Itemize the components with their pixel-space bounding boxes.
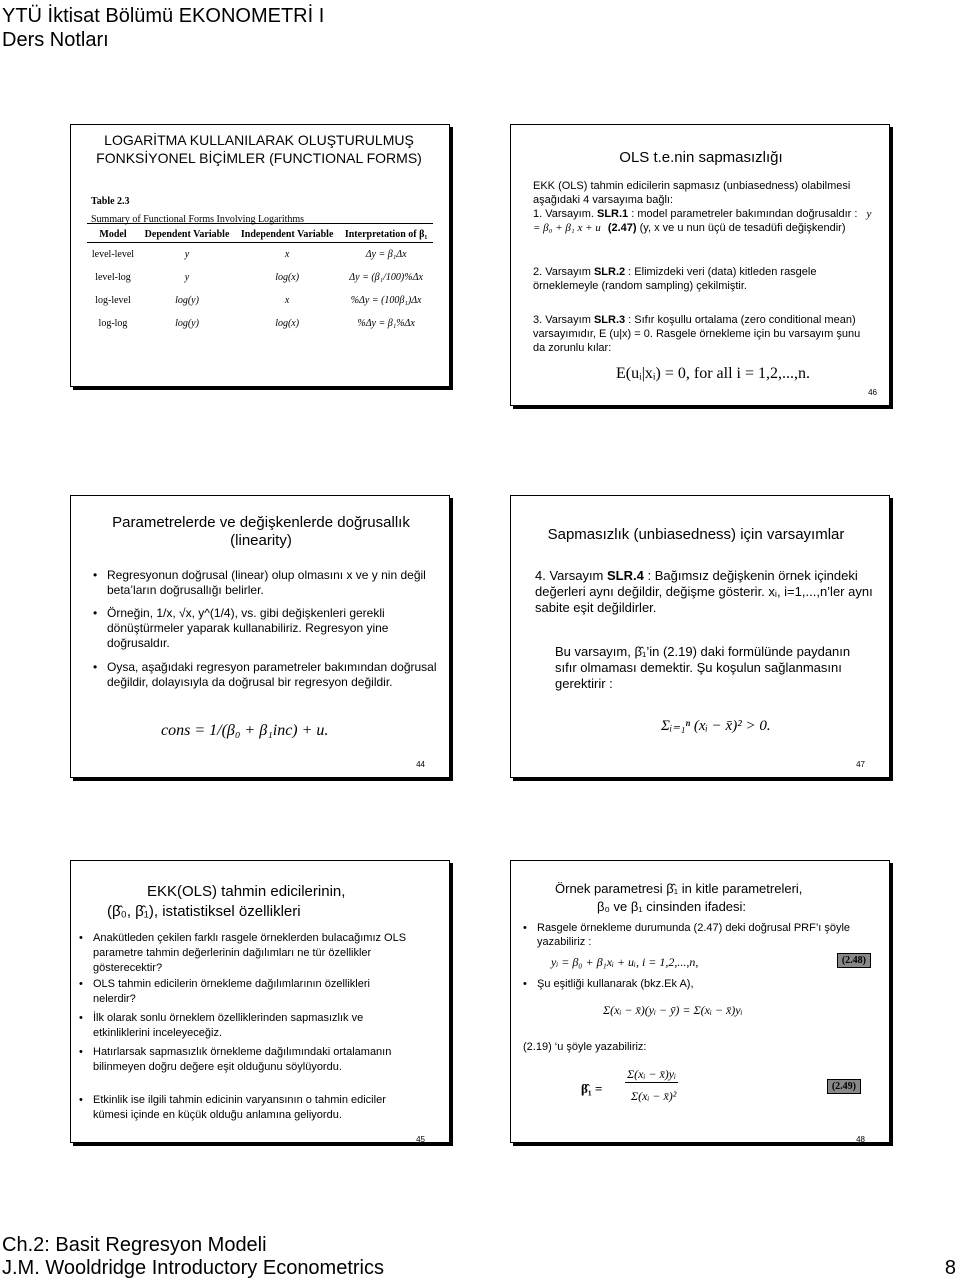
- slide-linearity: [70, 495, 450, 778]
- document-header-subtitle: Ders Notları: [2, 29, 109, 51]
- slide-number: 48: [856, 1135, 865, 1144]
- bullet-item: • Oysa, aşağıdaki regresyon parametreler bakımından doğrusal değildir, dolayısıyla da doğrusal bir regresyon değildir.: [107, 660, 437, 690]
- functional-forms-table: [87, 227, 433, 335]
- bullet-item: • Şu eşitliği kullanarak (bkz.Ek A),: [537, 977, 867, 991]
- slide-subtitle: (β̂₀, β̂₁), istatistiksel özellikleri: [107, 903, 301, 920]
- table-cell: log(x): [275, 318, 300, 329]
- nonlinear-equation: cons = 1/(β₀ + β₁inc) + u.: [161, 722, 329, 739]
- footer-chapter: Ch.2: Basit Regresyon Modeli: [2, 1234, 267, 1256]
- equation-tag: (2.48): [837, 953, 871, 968]
- assumption-slr1: [533, 207, 873, 235]
- table-cell: y: [184, 249, 190, 260]
- table-cell: Δy = β₁Δx: [365, 249, 407, 260]
- assumption-text: : Sıfır koşullu ortalama (zero conditional mean) varsayımıdır, E (u|x) = 0. Rasgele örnekleme için bu varsayım şunu da zorunlu kılar:: [533, 314, 861, 354]
- slide-number: 47: [856, 760, 865, 769]
- variance-condition-equation: Σᵢ₌₁ⁿ (xᵢ − x̄)² > 0.: [661, 718, 771, 734]
- conditional-mean-equation: E(uᵢ|xᵢ) = 0, for all i = 1,2,...,n.: [616, 365, 811, 382]
- table-cell: log(x): [275, 272, 300, 283]
- table-cell: log(y): [175, 318, 199, 329]
- slide-number: 44: [416, 760, 425, 769]
- slide-title: Parametrelerde ve değişkenlerde doğrusallık (linearity): [112, 514, 410, 549]
- footer-book: J.M. Wooldridge Introductory Econometrics: [2, 1257, 385, 1279]
- slide-title: Örnek parametresi β̂₁ in kitle parametreleri,: [555, 881, 803, 896]
- assumption-slr3: [533, 313, 873, 355]
- table-cell: Δy = (β₁/100)%Δx: [349, 272, 423, 283]
- intro-text: EKK (OLS) tahmin edicilerin sapmasız (unbiasedness) olabilmesi aşağıdaki 4 varsayıma bağlı:: [533, 180, 851, 206]
- assumption-prefix: 3. Varsayım: [533, 314, 594, 326]
- slide-ols-properties: [70, 860, 450, 1143]
- assumption-prefix: 2. Varsayım: [533, 266, 594, 278]
- page-number: 8: [944, 1257, 956, 1279]
- assumption-prefix: 1. Varsayım.: [533, 208, 597, 220]
- slide-title: LOGARİTMA KULLANILARAK OLUŞTURULMUŞ FONKSİYONEL BİÇİMLER (FUNCTIONAL FORMS): [96, 132, 422, 166]
- assumption-code: SLR.4: [607, 568, 644, 583]
- assumption-text: : Bağımsız değişkenin örnek içindeki değerleri aynı değildir, değişme gösterir. xᵢ, i=1,...,n’ler aynı sabite eşit değildirler.: [535, 568, 873, 615]
- slide-functional-forms: [70, 124, 450, 387]
- equation-tag: (2.49): [827, 1079, 861, 1094]
- model-equation: y = β₀ + β₁ x + u: [533, 208, 872, 234]
- bullet-item: • İlk olarak sonlu örneklem özelliklerinden sapmasızlık ve etkinliklerini inceleyeceğiz.: [93, 1011, 413, 1041]
- formula-lhs: β̂₁ =: [581, 1081, 603, 1096]
- bullet-item: • OLS tahmin edicilerin örnekleme dağılımlarının özellikleri nelerdir?: [93, 977, 413, 1007]
- slide-title: OLS t.e.nin sapmasızlığı: [619, 149, 783, 166]
- assumption-slr2: [533, 265, 873, 293]
- assumption-code: SLR.1: [596, 208, 629, 220]
- table-cell: %Δy = (100β₁)Δx: [350, 295, 422, 306]
- table-row: [87, 243, 433, 267]
- table-cell: x: [284, 249, 290, 260]
- bullet-item: • Regresyonun doğrusal (linear) olup olmasını x ve y nin değil beta’ların doğrusallığı belirler.: [107, 568, 437, 598]
- table-row: [87, 266, 433, 289]
- assumption-slr4: [535, 568, 875, 616]
- assumption-prefix: 4. Varsayım: [535, 568, 608, 583]
- column-header: Independent Variable: [240, 229, 334, 240]
- rewrite-text: (2.19) ‘u şöyle yazabiliriz:: [523, 1041, 647, 1053]
- slide-subtitle: β₀ ve β₁ cinsinden ifadesi:: [597, 899, 747, 914]
- bullet-item: • Anakütleden çekilen farklı rasgele örneklerden bulacağımız OLS parametre tahmin değerlerinin dağılımları ne tür özellikler gösterecektir?: [93, 931, 413, 976]
- formula-numerator: Σ(xᵢ − x̄)yᵢ: [627, 1067, 676, 1081]
- assumption-text: : Elimizdeki veri (data) kitleden rasgele örneklemeyle (random sampling) çekilmiştir.: [533, 266, 817, 292]
- beta-hat-formula: [581, 1067, 861, 1117]
- assumption-code: SLR.2: [593, 266, 626, 278]
- table-caption: Summary of Functional Forms Involving Logarithms: [91, 214, 305, 225]
- column-header: Model: [99, 229, 127, 240]
- slide-unbiasedness-assumptions: [510, 495, 890, 778]
- slide-title: EKK(OLS) tahmin edicilerinin,: [147, 883, 346, 900]
- equation-ref: (2.47): [607, 222, 637, 234]
- bullet-item: • Etkinlik ise ilgili tahmin edicinin varyansının o tahmin ediciler kümesi içinde en küçük olduğu anlamına geliyordu.: [93, 1093, 403, 1123]
- table-cell: y: [184, 272, 190, 283]
- bullet-item: • Hatırlarsak sapmasızlık örnekleme dağılımındaki ortalamanın bilinmeyen doğru değere eşit olduğunu söylüyordu.: [93, 1045, 413, 1075]
- table-row: [87, 312, 433, 335]
- table-cell: log-level: [95, 295, 131, 306]
- document-header-title: YTÜ İktisat Bölümü EKONOMETRİ I: [2, 5, 325, 27]
- slide-beta-expression: [510, 860, 890, 1143]
- table-cell: %Δy = β₁%Δx: [357, 318, 415, 329]
- assumption-code: SLR.3: [593, 314, 626, 326]
- column-header: Dependent Variable: [144, 229, 230, 240]
- bullet-item: • Rasgele örnekleme durumunda (2.47) deki doğrusal PRF’ı şöyle yazabiliriz :: [537, 921, 867, 949]
- table-cell: level-log: [95, 272, 131, 283]
- table-row: [87, 289, 433, 312]
- table-cell: log(y): [175, 295, 199, 306]
- slide-title: Sapmasızlık (unbiasedness) için varsayımlar: [547, 526, 845, 543]
- table-label: Table 2.3: [91, 196, 130, 207]
- assumption-explanation: Bu varsayım, β̂₁’in (2.19) daki formülünde paydanın sıfır olmaması demektir. Şu koşulun sağlanmasını gerektirir :: [555, 644, 851, 691]
- column-header: Interpretation of β₁: [344, 229, 428, 240]
- prf-equation-row: [551, 953, 871, 973]
- formula-denominator: Σ(xᵢ − x̄)²: [631, 1089, 677, 1103]
- slide-ols-unbiasedness: [510, 124, 890, 406]
- slide-number: 45: [416, 1135, 425, 1144]
- assumption-note: (y, x ve u nun üçü de tesadüfi değişkendir): [639, 222, 846, 234]
- prf-equation: yᵢ = β₀ + β₁xᵢ + uᵢ, i = 1,2,...,n,: [551, 955, 699, 969]
- table-cell: x: [284, 295, 290, 306]
- assumption-text: : model parametreler bakımından doğrusaldır :: [628, 208, 858, 220]
- slide-number: 46: [868, 388, 877, 397]
- table-rule-top: [87, 223, 433, 224]
- bullet-item: • Örneğin, 1/x, √x, y^(1/4), vs. gibi değişkenleri gerekli dönüştürmeler yaparak kullanabiliriz. Regresyon yine doğrusaldır.: [107, 606, 437, 651]
- table-cell: level-level: [91, 249, 135, 260]
- table-cell: log-log: [98, 318, 128, 329]
- identity-equation: Σ(xᵢ − x̄)(yᵢ − ȳ) = Σ(xᵢ − x̄)yᵢ: [603, 1003, 743, 1017]
